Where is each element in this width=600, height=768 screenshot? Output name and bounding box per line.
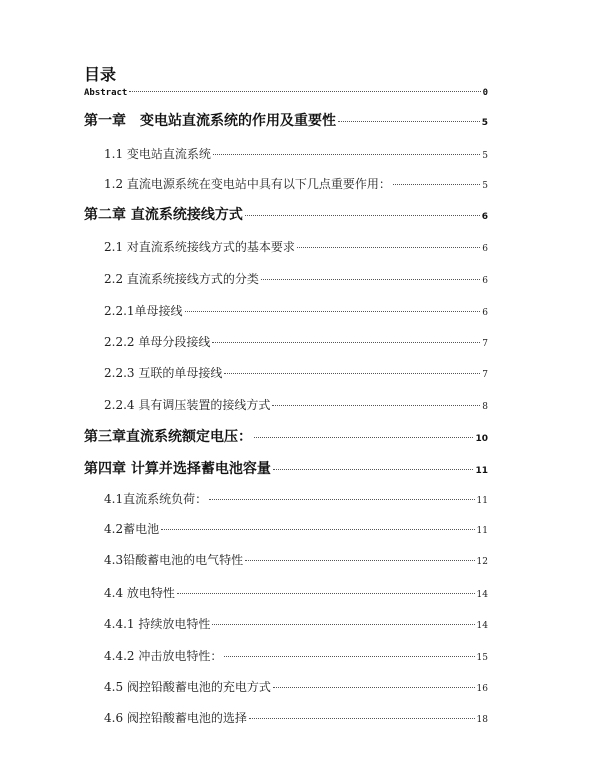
- dot-leader: [338, 121, 480, 122]
- dot-leader: [249, 718, 475, 719]
- toc-entry-page: 12: [476, 557, 488, 567]
- toc-entry-label: 4.4.1 持续放电特性: [104, 617, 211, 631]
- toc-entry-label: 4.4 放电特性: [104, 586, 175, 600]
- dot-leader: [245, 215, 480, 216]
- dot-leader: [212, 342, 480, 343]
- toc-entry-1-2[interactable]: [104, 175, 488, 192]
- toc-entry-label: 4.5 阀控铅酸蓄电池的充电方式: [104, 680, 271, 694]
- toc-entry-label: Abstract: [84, 88, 128, 98]
- toc-entry-label: 4.2蓄电池: [104, 522, 160, 536]
- toc-title: 目录: [84, 65, 117, 84]
- toc-entry-2-1[interactable]: [104, 238, 488, 255]
- toc-entry-page: 6: [482, 308, 488, 318]
- toc-entry-label: 4.6 阀控铅酸蓄电池的选择: [104, 711, 247, 725]
- toc-entry-page: 5: [482, 181, 488, 191]
- toc-entry-4-3[interactable]: [104, 551, 488, 568]
- dot-leader: [273, 687, 475, 688]
- toc-entry-2-2-3[interactable]: [104, 364, 488, 381]
- toc-entry-label: 1.1 变电站直流系统: [104, 147, 211, 161]
- toc-entry-label: 2.2 直流系统接线方式的分类: [104, 272, 259, 286]
- toc-entry-label: 4.1直流系统负荷：: [104, 492, 208, 506]
- dot-leader: [224, 373, 480, 374]
- toc-entry-label: 2.2.2 单母分段接线: [104, 335, 211, 349]
- toc-entry-2-2[interactable]: [104, 270, 488, 287]
- toc-entry-page: 16: [476, 684, 488, 694]
- toc-entry-label: 第四章 计算并选择蓄电池容量: [84, 461, 271, 477]
- toc-entry-page: 7: [482, 370, 488, 380]
- toc-entry-1-1[interactable]: [104, 145, 488, 162]
- dot-leader: [261, 279, 480, 280]
- toc-entry-label: 4.3铅酸蓄电池的电气特性: [104, 553, 244, 567]
- toc-entry-chapter-3[interactable]: [84, 426, 488, 446]
- toc-entry-page: 6: [481, 212, 488, 222]
- toc-entry-abstract[interactable]: [84, 88, 488, 98]
- dot-leader: [245, 560, 474, 561]
- toc-entry-4-5[interactable]: [104, 678, 488, 695]
- toc-entry-chapter-4[interactable]: [84, 458, 488, 478]
- toc-entry-page: 11: [475, 466, 488, 476]
- toc-entry-label: 2.2.1单母接线: [104, 304, 183, 318]
- toc-entry-4-4[interactable]: [104, 584, 488, 601]
- toc-entry-label: 第二章 直流系统接线方式: [84, 207, 243, 223]
- toc-entry-label: 1.2 直流电源系统在变电站中具有以下几点重要作用：: [104, 177, 391, 191]
- toc-entry-4-4-1[interactable]: [104, 615, 488, 632]
- toc-entry-4-4-2[interactable]: [104, 647, 488, 664]
- toc-entry-label: 第三章直流系统额定电压：: [84, 429, 252, 445]
- dot-leader: [161, 529, 474, 530]
- toc-entry-page: 0: [482, 88, 488, 98]
- toc-entry-2-2-2[interactable]: [104, 333, 488, 350]
- toc-entry-page: 11: [476, 526, 488, 536]
- dot-leader: [272, 405, 480, 406]
- toc-entry-page: 15: [476, 653, 488, 663]
- toc-entry-2-2-4[interactable]: [104, 396, 488, 413]
- dot-leader: [273, 469, 474, 470]
- toc-entry-page: 7: [482, 339, 488, 349]
- dot-leader: [212, 624, 474, 625]
- toc-entry-label: 2.2.3 互联的单母接线: [104, 366, 223, 380]
- toc-entry-page: 10: [475, 434, 488, 444]
- toc-entry-page: 5: [481, 118, 488, 128]
- toc-entry-label: 第一章 变电站直流系统的作用及重要性: [84, 113, 336, 129]
- dot-leader: [129, 91, 480, 92]
- toc-entry-label: 4.4.2 冲击放电特性：: [104, 649, 223, 663]
- toc-entry-page: 6: [482, 244, 488, 254]
- toc-entry-4-2[interactable]: [104, 520, 488, 537]
- dot-leader: [224, 656, 474, 657]
- toc-entry-chapter-2[interactable]: [84, 204, 488, 224]
- dot-leader: [297, 247, 480, 248]
- toc-entry-label: 2.1 对直流系统接线方式的基本要求: [104, 240, 295, 254]
- toc-entry-page: 8: [482, 402, 488, 412]
- dot-leader: [393, 184, 480, 185]
- toc-entry-page: 14: [476, 621, 488, 631]
- toc-entry-page: 18: [476, 715, 488, 725]
- dot-leader: [209, 499, 474, 500]
- toc-entry-4-6[interactable]: [104, 709, 488, 726]
- dot-leader: [254, 437, 473, 438]
- toc-entry-chapter-1[interactable]: [84, 110, 488, 130]
- toc-entry-page: 11: [476, 496, 488, 506]
- dot-leader: [213, 154, 480, 155]
- dot-leader: [185, 311, 481, 312]
- dot-leader: [177, 593, 475, 594]
- toc-entry-page: 5: [482, 151, 488, 161]
- toc-entry-page: 14: [476, 590, 488, 600]
- toc-entry-page: 6: [482, 276, 488, 286]
- toc-entry-label: 2.2.4 具有调压装置的接线方式: [104, 398, 271, 412]
- toc-entry-4-1[interactable]: [104, 490, 488, 507]
- toc-entry-2-2-1[interactable]: [104, 302, 488, 319]
